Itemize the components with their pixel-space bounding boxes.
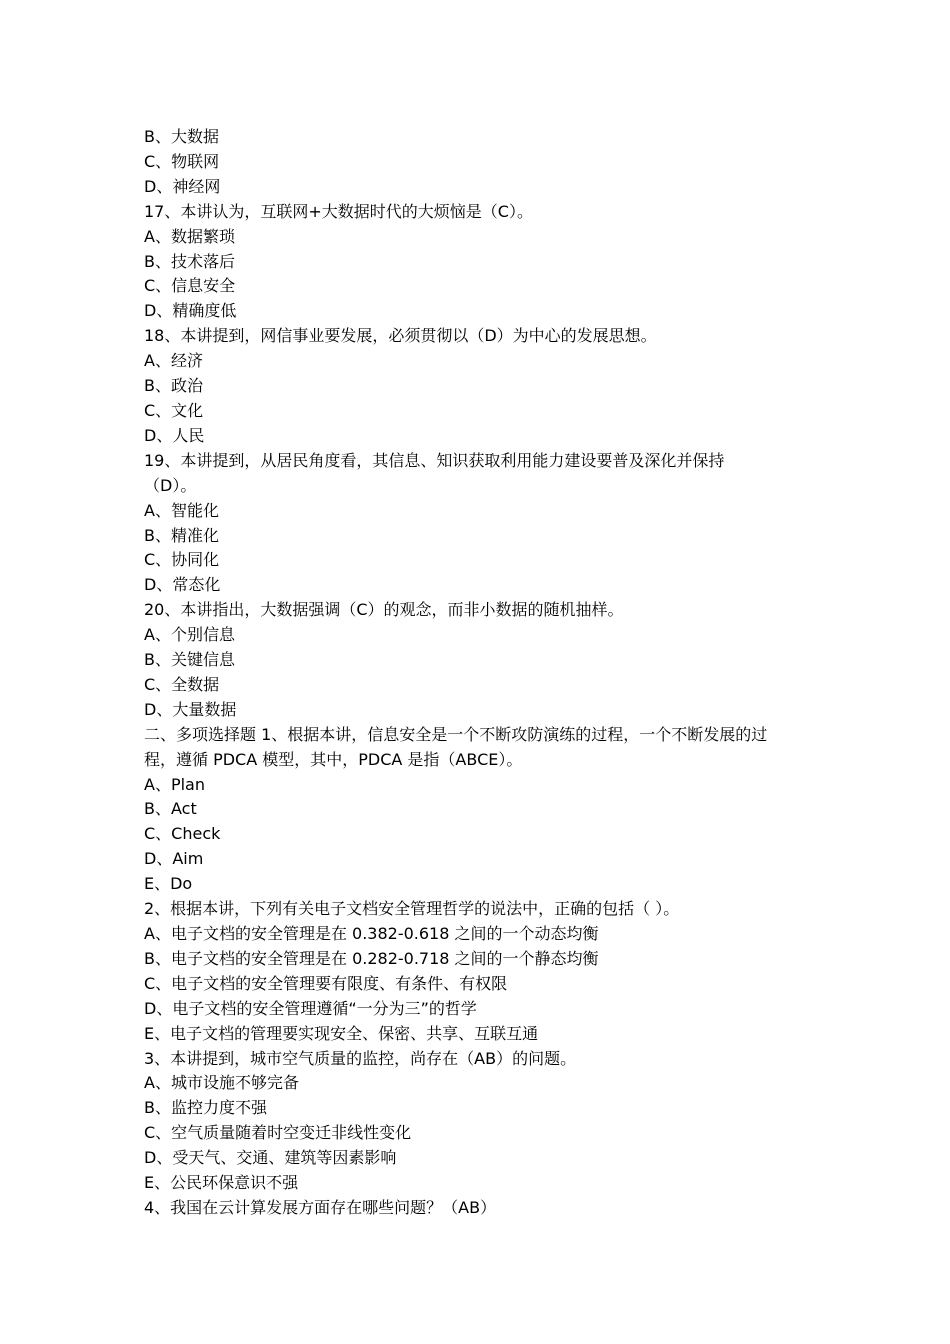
- text-line: D、精确度低: [144, 301, 237, 321]
- text-line: B、技术落后: [144, 251, 235, 271]
- text-line: 20、本讲指出，大数据强调（C）的观念，而非小数据的随机抽样。: [144, 600, 624, 620]
- text-line: B、Act: [144, 799, 197, 819]
- text-line: A、数据繁琐: [144, 226, 235, 246]
- text-line: 19、本讲提到，从居民角度看，其信息、知识获取利用能力建设要普及深化并保持: [144, 450, 725, 470]
- text-line: 4、我国在云计算发展方面存在哪些问题？（AB）: [144, 1197, 497, 1217]
- text-line: C、物联网: [144, 151, 220, 171]
- document-body: [144, 125, 812, 1221]
- text-line: C、电子文档的安全管理要有限度、有条件、有权限: [144, 973, 508, 993]
- text-line: B、精准化: [144, 525, 219, 545]
- text-line: C、Check: [144, 824, 221, 844]
- text-line: 17、本讲认为，互联网+大数据时代的大烦恼是（C）。: [144, 201, 533, 221]
- text-line: B、电子文档的安全管理是在 0.282-0.718 之间的一个静态均衡: [144, 948, 599, 968]
- text-line: D、Aim: [144, 849, 204, 869]
- text-line: C、协同化: [144, 550, 220, 570]
- text-line: B、关键信息: [144, 650, 235, 670]
- text-line: E、电子文档的管理要实现安全、保密、共享、互联互通: [144, 1023, 539, 1043]
- text-line: 18、本讲提到，网信事业要发展，必须贯彻以（D）为中心的发展思想。: [144, 326, 657, 346]
- text-line: 2、根据本讲，下列有关电子文档安全管理哲学的说法中，正确的包括（ ）。: [144, 899, 680, 919]
- text-line: E、Do: [144, 874, 193, 894]
- text-line: D、大量数据: [144, 699, 237, 719]
- text-line: E、公民环保意识不强: [144, 1173, 299, 1193]
- text-line: A、Plan: [144, 774, 205, 794]
- text-line: B、大数据: [144, 127, 219, 146]
- text-line: B、政治: [144, 376, 203, 396]
- text-line: D、电子文档的安全管理遵循“一分为三”的哲学: [144, 998, 477, 1018]
- text-line: D、常态化: [144, 575, 221, 595]
- text-line: C、空气质量随着时空变迁非线性变化: [144, 1123, 412, 1143]
- text-line: A、个别信息: [144, 625, 235, 645]
- text-line: C、文化: [144, 400, 204, 420]
- text-line: B、监控力度不强: [144, 1098, 267, 1118]
- text-line: A、城市设施不够完备: [144, 1073, 299, 1093]
- text-line: 程，遵循 PDCA 模型，其中，PDCA 是指（ABCE）。: [144, 749, 523, 769]
- text-line: 3、本讲提到，城市空气质量的监控，尚存在（AB）的问题。: [144, 1048, 577, 1068]
- text-line: A、电子文档的安全管理是在 0.382-0.618 之间的一个动态均衡: [144, 924, 599, 943]
- text-line: C、全数据: [144, 674, 220, 694]
- text-line: A、智能化: [144, 500, 219, 520]
- text-line: 二、多项选择题 1、根据本讲，信息安全是一个不断攻防演练的过程，一个不断发展的过: [144, 724, 768, 744]
- text-line: （D）。: [144, 475, 197, 495]
- text-line: D、神经网: [144, 176, 221, 196]
- text-line: D、受天气、交通、建筑等因素影响: [144, 1148, 397, 1168]
- text-line: D、人民: [144, 425, 205, 445]
- text-line: A、经济: [144, 351, 203, 371]
- text-line: C、信息安全: [144, 276, 236, 296]
